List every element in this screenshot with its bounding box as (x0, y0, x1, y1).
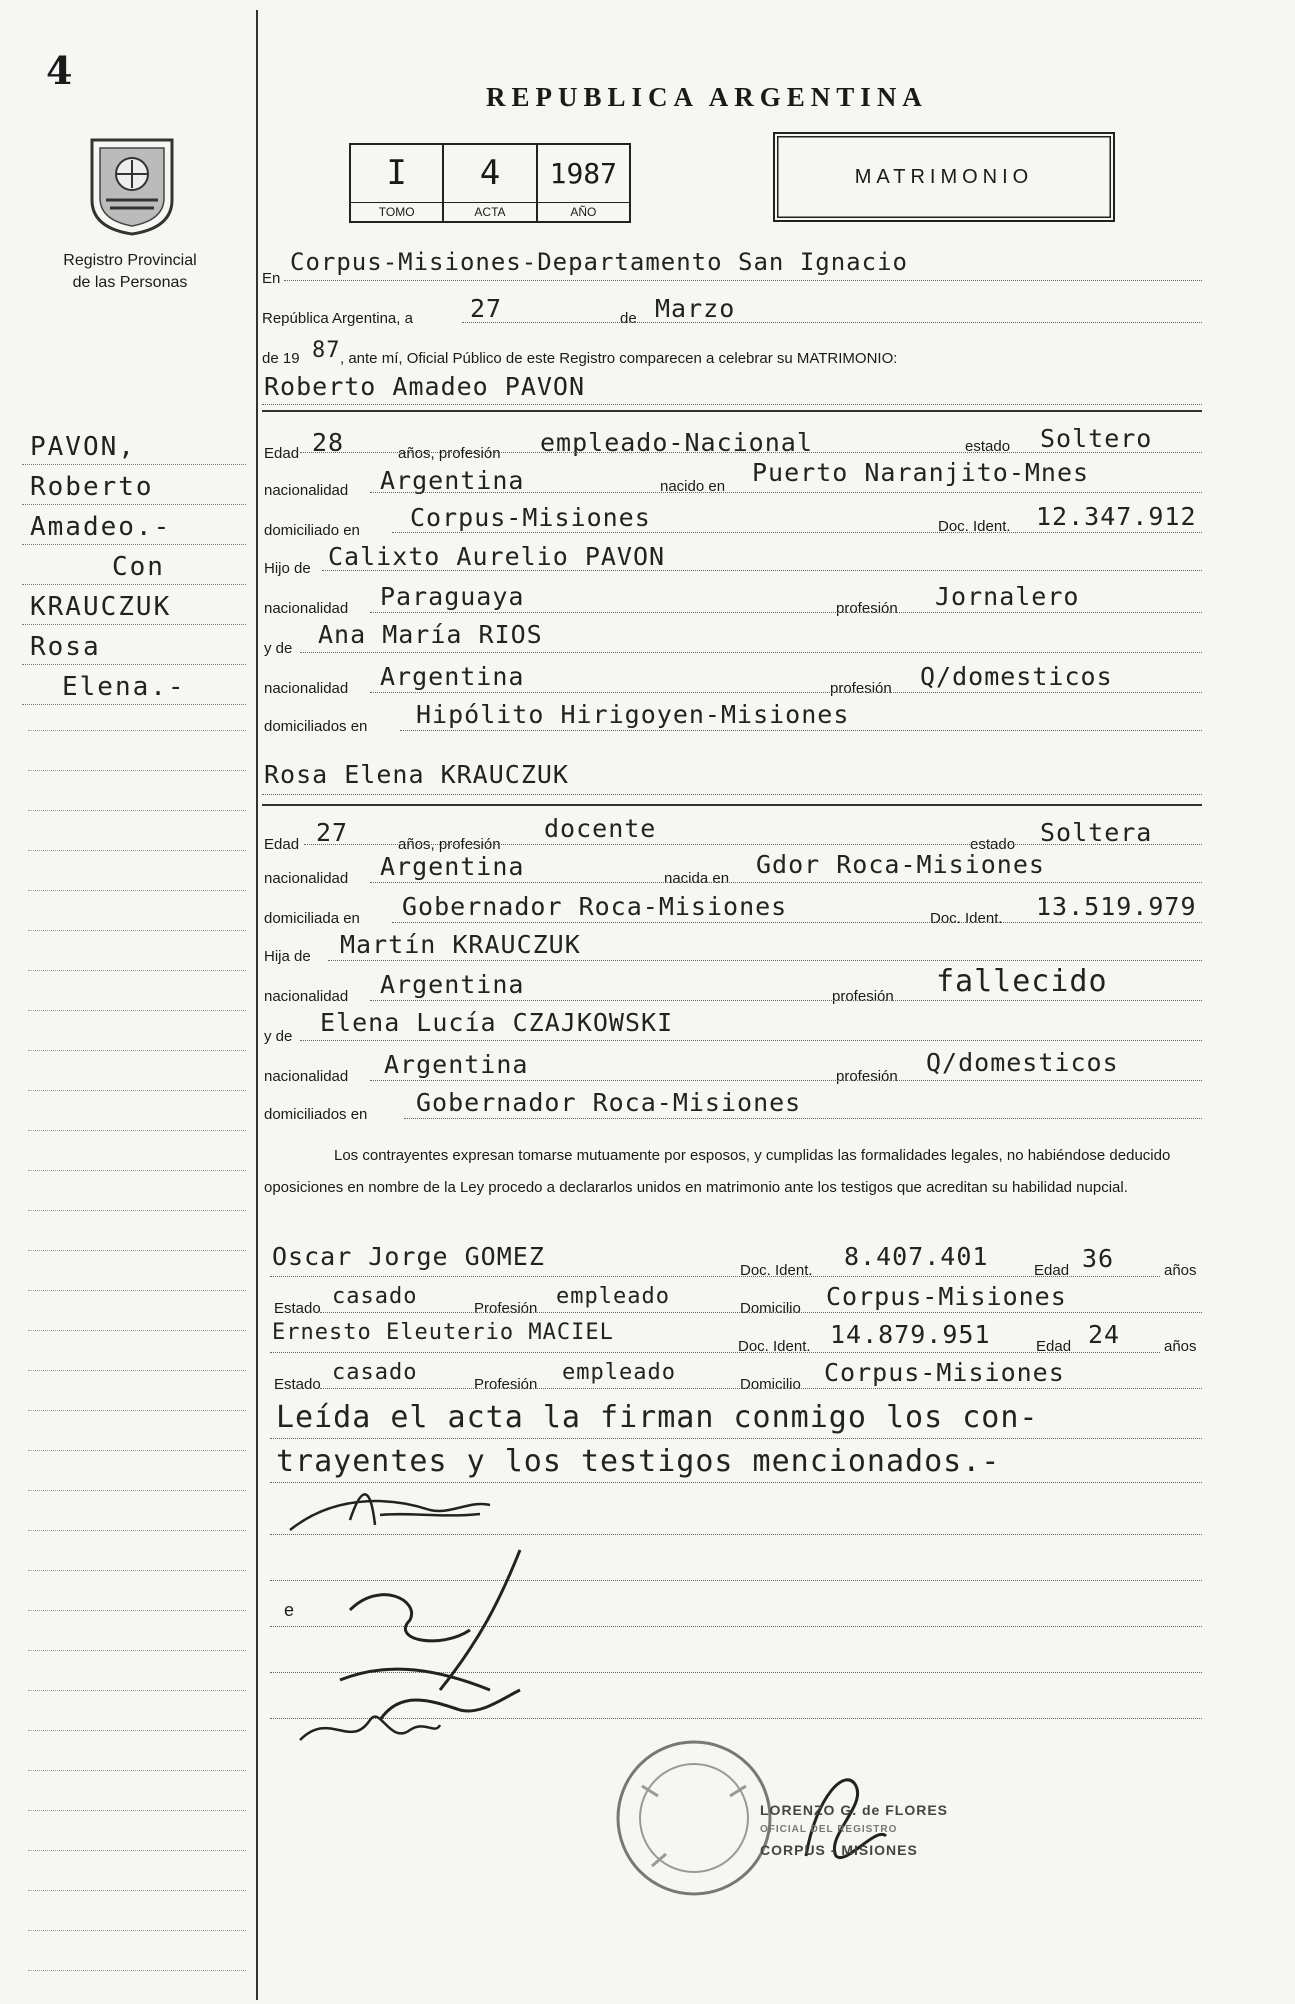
witness2-name: Ernesto Eleuterio MACIEL (272, 1320, 614, 1345)
witness1-domicilio-label: Domicilio (740, 1300, 801, 1317)
groom-nacido-label: nacido en (660, 478, 726, 495)
margin-name-line (22, 508, 246, 545)
margin-blank-line (28, 1610, 246, 1611)
bride-madre-nac: Argentina (384, 1050, 529, 1079)
closing-line-1: Leída el acta la firman conmigo los con- (276, 1400, 1039, 1435)
groom-padre-nac: Paraguaya (380, 582, 525, 611)
groom-estado: Soltero (1040, 424, 1153, 453)
tomo-cell (351, 145, 444, 221)
groom-edad: 28 (312, 428, 345, 457)
witness1-edad: 36 (1082, 1244, 1115, 1273)
bride-edad: 27 (316, 818, 349, 847)
line (322, 570, 1202, 571)
page-number: 4 (46, 48, 73, 93)
bride-madre-prof-label: profesión (836, 1068, 898, 1085)
groom-profesion-label: años, profesión (398, 445, 501, 462)
intro-statement: , ante mí, Oficial Público de este Registro comparecen a celebrar su MATRIMONIO: (340, 350, 898, 367)
signature-1-icon (280, 1470, 540, 1550)
margin-name: Con (112, 552, 165, 582)
witness1-profesion: empleado (556, 1284, 670, 1309)
line (370, 692, 1202, 693)
margin-blank-line (28, 850, 246, 851)
line (328, 960, 1202, 961)
bride-y-de-label: y de (264, 1028, 293, 1045)
bride-nacionalidad-label: nacionalidad (264, 870, 349, 887)
margin-name: PAVON, (30, 432, 136, 462)
bride-madre: Elena Lucía CZAJKOWSKI (320, 1008, 674, 1037)
bride-estado-label: estado (970, 836, 1016, 853)
witness2-estado-label: Estado (274, 1376, 321, 1393)
registry-line-1: Registro Provincial (63, 252, 197, 269)
witness1-doc-label: Doc. Ident. (740, 1262, 813, 1279)
line (300, 452, 1202, 453)
margin-name: KRAUCZUK (30, 592, 172, 622)
margin-blank-line (28, 1530, 246, 1531)
bride-nacida-en: Gdor Roca-Misiones (756, 850, 1045, 879)
line (404, 1118, 1202, 1119)
groom-estado-label: estado (965, 438, 1011, 455)
witness1-anos-label: años (1164, 1262, 1197, 1279)
groom-domicilio: Corpus-Misiones (410, 503, 651, 532)
official-name: LORENZO G. de FLORES (760, 1802, 949, 1818)
bride-profesion: docente (544, 814, 657, 843)
bride-madre-nac-label: nacionalidad (264, 1068, 349, 1085)
witness1-domicilio: Corpus-Misiones (826, 1282, 1067, 1311)
margin-blank-line (28, 1890, 246, 1891)
bride-domicilio-label: domiciliada en (264, 910, 360, 927)
groom-padre-prof: Jornalero (935, 582, 1080, 611)
margin-blank-line (28, 1130, 246, 1131)
bride-padre: Martín KRAUCZUK (340, 930, 581, 959)
tomo-acta-ano-box (349, 143, 631, 223)
groom-padre-prof-label: profesión (836, 600, 898, 617)
groom-padres-dom-label: domiciliados en (264, 718, 368, 735)
margin-name: Amadeo.- (30, 512, 172, 542)
line (270, 1276, 1160, 1277)
month: Marzo (655, 294, 736, 323)
bride-madre-prof: Q/domesticos (926, 1048, 1119, 1077)
groom-nacido-en: Puerto Naranjito-Mnes (752, 458, 1090, 487)
witness2-doc-label: Doc. Ident. (738, 1338, 811, 1355)
line (270, 1352, 1160, 1353)
tomo-label: TOMO (351, 202, 442, 221)
margin-name-line (22, 428, 246, 465)
bride-profesion-label: años, profesión (398, 836, 501, 853)
groom-padre: Calixto Aurelio PAVON (328, 542, 666, 571)
bride-nacida-label: nacida en (664, 870, 730, 887)
ano-value: 1987 (549, 157, 618, 190)
margin-blank-line (28, 810, 246, 811)
margin-blank-line (28, 1490, 246, 1491)
en-label: En (262, 270, 281, 287)
line (392, 532, 1202, 533)
act-type: MATRIMONIO (854, 166, 1034, 188)
margin-blank-line (28, 1010, 246, 1011)
groom-hijo-label: Hijo de (264, 560, 311, 577)
line (370, 1080, 1202, 1081)
margin-blank-line (28, 1050, 246, 1051)
margin-name: Elena.- (62, 672, 186, 702)
act-type-box (773, 132, 1115, 222)
groom-edad-label: Edad (264, 445, 300, 462)
acta-value: 4 (479, 153, 501, 193)
bride-name: Rosa Elena KRAUCZUK (264, 760, 569, 789)
margin-blank-line (28, 1810, 246, 1811)
section-rule (262, 804, 1202, 806)
section-rule (262, 410, 1202, 412)
bride-padre-nac: Argentina (380, 970, 525, 999)
column-divider (256, 10, 258, 2000)
line (370, 492, 1202, 493)
line (300, 652, 1202, 653)
margin-blank-line (28, 1570, 246, 1571)
margin-blank-line (28, 1290, 246, 1291)
bride-padre-nac-label: nacionalidad (264, 988, 349, 1005)
line (320, 1312, 1202, 1313)
groom-padre-nac-label: nacionalidad (264, 600, 349, 617)
registry-line-2: de las Personas (72, 274, 188, 291)
closing-line-2: trayentes y los testigos mencionados.- (276, 1444, 1001, 1479)
bride-domicilio: Gobernador Roca-Misiones (402, 892, 788, 921)
groom-madre-prof-label: profesión (830, 680, 892, 697)
line (400, 730, 1202, 731)
witness1-estado: casado (332, 1284, 418, 1309)
groom-doc: 12.347.912 (1036, 502, 1197, 531)
witness1-estado-label: Estado (274, 1300, 321, 1317)
margin-blank-line (28, 1690, 246, 1691)
signature-marker: e (284, 1600, 295, 1620)
groom-domicilio-label: domiciliado en (264, 522, 360, 539)
line (270, 1438, 1202, 1439)
bride-padres-dom: Gobernador Roca-Misiones (416, 1088, 802, 1117)
line (262, 404, 1202, 405)
margin-blank-line (28, 1730, 246, 1731)
line (284, 280, 1202, 281)
line (370, 612, 1202, 613)
margin-name: Rosa (30, 632, 101, 662)
margin-blank-line (28, 1370, 246, 1371)
declaration-text: Los contrayentes expresan tomarse mutuamente por esposos, y cumplidas las formalidades legales, no habiéndose deducido oposiciones en nombre de la Ley procedo a declararlos unidos en matrimonio ante los testigos que acreditan su habilidad nupcial. (264, 1147, 1171, 1196)
bride-doc-label: Doc. Ident. (930, 910, 1003, 927)
bride-estado: Soltera (1040, 818, 1153, 847)
margin-blank-line (28, 1930, 246, 1931)
groom-madre: Ana María RIOS (318, 620, 543, 649)
acta-cell (444, 145, 537, 221)
witness2-doc: 14.879.951 (830, 1320, 991, 1349)
bride-padre-prof: fallecido (936, 964, 1108, 999)
groom-nacionalidad: Argentina (380, 466, 525, 495)
margin-blank-line (28, 890, 246, 891)
witness2-domicilio-label: Domicilio (740, 1376, 801, 1393)
margin-name-line (22, 468, 246, 505)
margin-name-line (22, 668, 246, 705)
year-suffix: 87 (312, 338, 341, 363)
margin-blank-line (28, 1410, 246, 1411)
bride-padre-prof-label: profesión (832, 988, 894, 1005)
witness2-anos-label: años (1164, 1338, 1197, 1355)
line (370, 882, 1202, 883)
ano-label: AÑO (538, 202, 629, 221)
acta-label: ACTA (444, 202, 535, 221)
registry-label (30, 250, 230, 294)
witness2-edad-label: Edad (1036, 1338, 1072, 1355)
groom-madre-prof: Q/domesticos (920, 662, 1113, 691)
witness2-domicilio: Corpus-Misiones (824, 1358, 1065, 1387)
line (392, 922, 1202, 923)
line (262, 794, 1202, 795)
margin-name-line (22, 548, 246, 585)
place: Corpus-Misiones-Departamento San Ignacio (290, 248, 908, 276)
line (304, 844, 1202, 845)
bride-padres-dom-label: domiciliados en (264, 1106, 368, 1123)
margin-blank-line (28, 1770, 246, 1771)
signature-3-icon (290, 1690, 450, 1760)
line (462, 322, 1202, 323)
margin-blank-line (28, 1650, 246, 1651)
margin-blank-line (28, 1850, 246, 1851)
witness1-name: Oscar Jorge GOMEZ (272, 1242, 545, 1271)
republica-label: República Argentina, a (262, 310, 413, 327)
line (300, 1040, 1202, 1041)
bride-edad-label: Edad (264, 836, 300, 853)
witness2-estado: casado (332, 1360, 418, 1385)
margin-blank-line (28, 770, 246, 771)
witness2-profesion-label: Profesión (474, 1376, 538, 1393)
groom-y-de-label: y de (264, 640, 293, 657)
bride-hija-label: Hija de (264, 948, 311, 965)
groom-padres-dom: Hipólito Hirigoyen-Misiones (416, 700, 850, 729)
year-prefix: de 19 (262, 350, 300, 367)
official-stamp (760, 1800, 948, 1860)
line (320, 1388, 1202, 1389)
registry-round-seal-icon (612, 1736, 776, 1900)
witness2-edad: 24 (1088, 1320, 1121, 1349)
margin-blank-line (28, 930, 246, 931)
margin-blank-line (28, 970, 246, 971)
margin-blank-line (28, 1970, 246, 1971)
groom-madre-nac-label: nacionalidad (264, 680, 349, 697)
bride-nacionalidad: Argentina (380, 852, 525, 881)
margin-blank-line (28, 1250, 246, 1251)
witness1-profesion-label: Profesión (474, 1300, 538, 1317)
margin-blank-line (28, 1450, 246, 1451)
margin-name-line (22, 588, 246, 625)
day: 27 (470, 294, 503, 323)
official-office: CORPUS - MISIONES (760, 1842, 918, 1858)
witness2-profesion: empleado (562, 1360, 676, 1385)
province-seal-icon (80, 130, 184, 236)
de-label: de (620, 310, 637, 327)
margin-blank-line (28, 1170, 246, 1171)
groom-name: Roberto Amadeo PAVON (264, 372, 586, 401)
margin-blank-line (28, 1330, 246, 1331)
line (370, 1000, 1202, 1001)
witness1-edad-label: Edad (1034, 1262, 1070, 1279)
ano-cell (538, 145, 629, 221)
groom-doc-label: Doc. Ident. (938, 518, 1011, 535)
margin-blank-line (28, 1210, 246, 1211)
groom-madre-nac: Argentina (380, 662, 525, 691)
witness1-doc: 8.407.401 (844, 1242, 989, 1271)
margin-name-line (22, 628, 246, 665)
margin-name: Roberto (30, 472, 154, 502)
margin-blank-line (28, 1090, 246, 1091)
margin-blank-line (28, 730, 246, 731)
groom-profesion: empleado-Nacional (540, 428, 813, 457)
groom-nacionalidad-label: nacionalidad (264, 482, 349, 499)
official-title: OFICIAL DEL REGISTRO (760, 1824, 898, 1835)
bride-doc: 13.519.979 (1036, 892, 1197, 921)
document-title: REPUBLICA ARGENTINA (486, 82, 928, 112)
tomo-value: I (386, 153, 407, 193)
